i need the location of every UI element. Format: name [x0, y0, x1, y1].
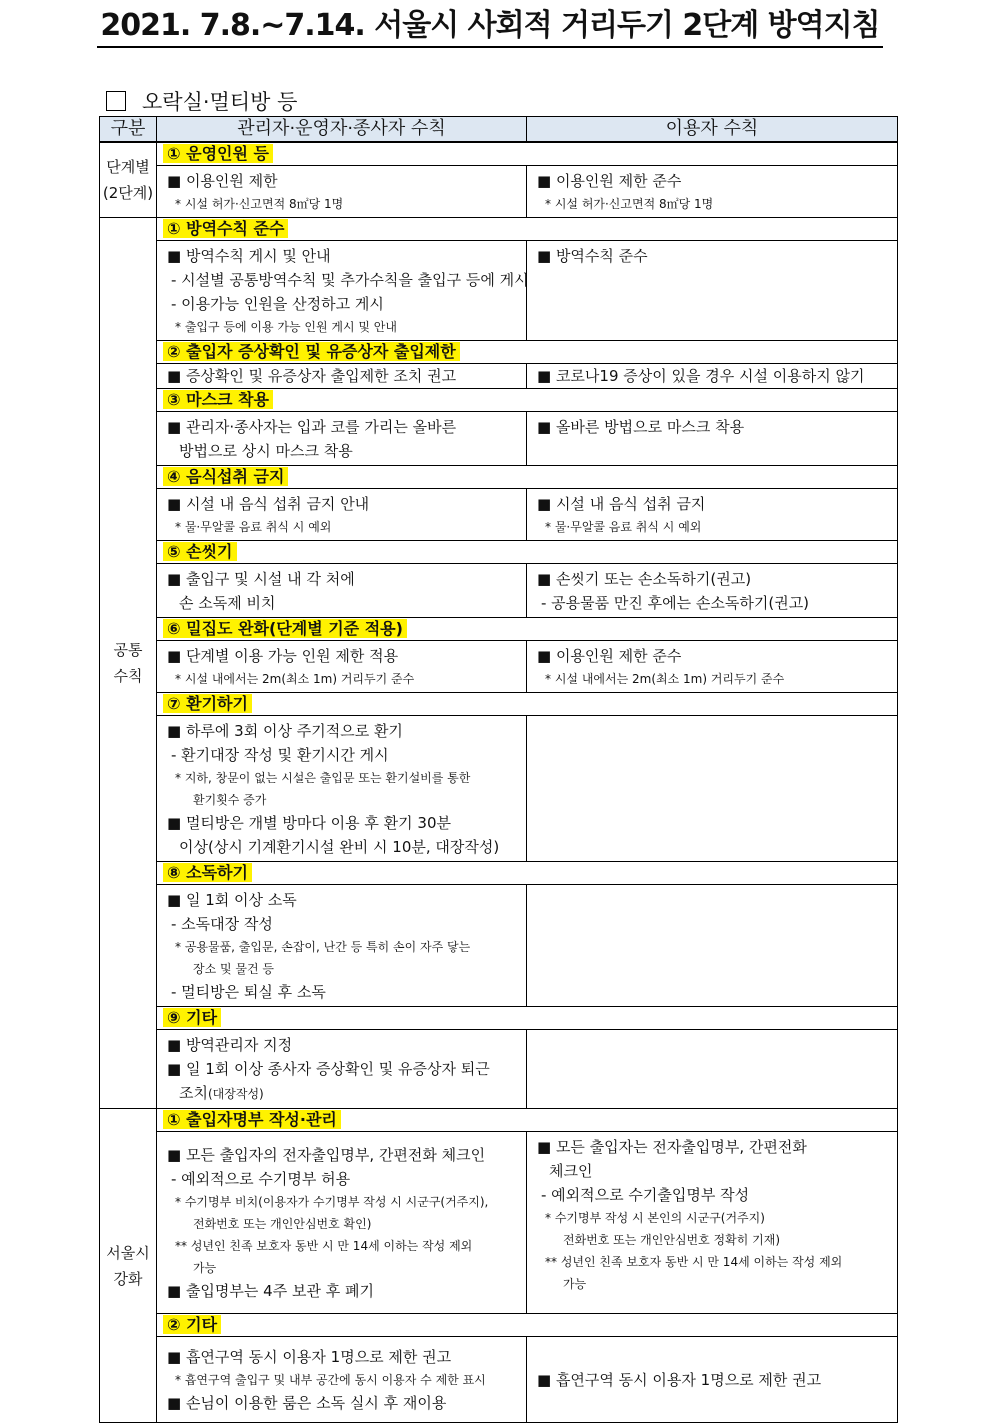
rule-note: * 수기명부 비치(이용자가 수기명부 작성 시 시군구(거주지), [175, 1195, 489, 1209]
rule-header-label: ④ 음식섭취 금지 [163, 467, 288, 486]
rule-line: ■ 출입구 및 시설 내 각 처에 [167, 570, 355, 588]
rule-line: ■ 시설 내 음식 섭취 금지 안내 [167, 495, 370, 513]
user-rule [527, 641, 898, 693]
rule-line: ■ 일 1회 이상 종사자 증상확인 및 유증상자 퇴근 [167, 1060, 490, 1078]
rule-line: ■ 방역수칙 준수 [537, 247, 648, 265]
rule-header-label: ⑤ 손씻기 [163, 542, 237, 561]
rule-line: - 공용물품 만진 후에는 손소독하기(권고) [541, 594, 810, 612]
rule-note: * 시설 허가·신고면적 8㎡당 1명 [175, 197, 344, 211]
col-header-category: 구분 [100, 117, 157, 143]
rule-line: 체크인 [549, 1162, 593, 1180]
category-label: 수칙 [113, 667, 143, 685]
rule-header-label: ① 운영인원 등 [163, 144, 273, 163]
rule-line: ■ 이용인원 제한 준수 [537, 172, 682, 190]
page-title: 2021. 7.8.~7.14. 서울시 사회적 거리두기 2단계 방역지침 [97, 6, 883, 48]
category-label: 단계별 [106, 158, 150, 176]
rule-header-label: ② 출입자 증상확인 및 유증상자 출입제한 [163, 342, 460, 361]
rule-header [157, 218, 898, 241]
rule-line: 손 소독제 비치 [179, 594, 276, 612]
rule-line: ■ 멀티방은 개별 방마다 이용 후 환기 30분 [167, 814, 451, 832]
user-rule [527, 1337, 898, 1423]
rule-line: ■ 손씻기 또는 손소독하기(권고) [537, 570, 752, 588]
rule-line: 이상(상시 기계환기시설 완비 시 10분, 대장작성) [179, 838, 500, 856]
rule-note: ** 성년인 친족 보호자 동반 시 만 14세 이하는 작성 제외 [545, 1255, 843, 1269]
rule-header [157, 466, 898, 489]
rule-header [157, 341, 898, 364]
manager-rule [157, 1030, 527, 1109]
rule-header [157, 618, 898, 641]
category-seoul [100, 1109, 157, 1423]
rule-line: 조치 [179, 1084, 208, 1102]
rule-line: - 이용가능 인원을 산정하고 게시 [171, 295, 384, 313]
user-rule [527, 489, 898, 541]
manager-rule [157, 641, 527, 693]
col-header-user: 이용자 수칙 [527, 117, 898, 143]
rule-header-label: ⑧ 소독하기 [163, 863, 252, 882]
manager-rule [157, 364, 527, 389]
rule-line: - 예외적으로 수기명부 허용 [171, 1170, 351, 1188]
rule-note: * 시설 내에서는 2m(최소 1m) 거리두기 준수 [175, 672, 415, 686]
category-label: 강화 [113, 1269, 143, 1288]
manager-rule [157, 489, 527, 541]
rule-line: ■ 출입명부는 4주 보관 후 폐기 [167, 1282, 374, 1300]
user-rule [527, 364, 898, 389]
rule-header [157, 1007, 898, 1030]
rule-header [157, 1109, 898, 1132]
rule-header-label: ⑨ 기타 [163, 1008, 221, 1027]
user-rule [527, 241, 898, 341]
rule-line: - 소독대장 작성 [171, 915, 273, 933]
manager-rule [157, 412, 527, 466]
rule-note: * 흡연구역 출입구 및 내부 공간에 동시 이용자 수 제한 표시 [175, 1373, 486, 1387]
rule-header-label: ① 출입자명부 작성·관리 [163, 1110, 341, 1129]
manager-rule [157, 241, 527, 341]
rule-header [157, 1314, 898, 1337]
rule-line: ■ 관리자·종사자는 입과 코를 가리는 올바른 [167, 418, 457, 436]
rule-line: - 시설별 공통방역수칙 및 추가수칙을 출입구 등에 게시 [171, 271, 529, 289]
rule-header [157, 862, 898, 885]
rule-note: 환기횟수 증가 [193, 793, 267, 807]
rule-note: 전화번호 또는 개인안심번호 확인) [193, 1217, 372, 1231]
category-label: (2단계) [102, 184, 154, 202]
rule-note: * 수기명부 작성 시 본인의 시군구(거주지) [545, 1211, 765, 1225]
rule-note: * 출입구 등에 이용 가능 인원 게시 및 안내 [175, 320, 397, 334]
rule-line: ■ 코로나19 증상이 있을 경우 시설 이용하지 않기 [537, 367, 865, 385]
rule-header [157, 541, 898, 564]
rule-line: 방법으로 상시 마스크 착용 [179, 442, 353, 460]
rule-line: ■ 모든 출입자의 전자출입명부, 간편전화 체크인 [167, 1146, 486, 1164]
user-rule-empty [527, 1030, 898, 1109]
section-title: 오락실·멀티방 등 [142, 90, 298, 114]
rule-note: ** 성년인 친족 보호자 동반 시 만 14세 이하는 작성 제외 [175, 1239, 473, 1253]
rule-header-label: ③ 마스크 착용 [163, 390, 273, 409]
rule-line: ■ 방역수칙 게시 및 안내 [167, 247, 331, 265]
checkbox-square-icon [106, 91, 126, 111]
rule-line: ■ 손님이 이용한 룸은 소독 실시 후 재이용 [167, 1394, 447, 1412]
rule-line: ■ 일 1회 이상 소독 [167, 891, 297, 909]
section-heading [106, 89, 297, 115]
category-stage [100, 142, 157, 218]
user-rule [527, 564, 898, 618]
user-rule [527, 412, 898, 466]
rule-header [157, 389, 898, 412]
category-label: 서울시 [106, 1243, 150, 1262]
rule-header [157, 142, 898, 166]
rule-line: ■ 흡연구역 동시 이용자 1명으로 제한 권고 [167, 1348, 452, 1366]
rule-line: ■ 시설 내 음식 섭취 금지 [537, 495, 706, 513]
category-common [100, 218, 157, 1109]
user-rule-empty [527, 716, 898, 862]
rule-line: ■ 모든 출입자는 전자출입명부, 간편전화 [537, 1138, 807, 1156]
manager-rule [157, 716, 527, 862]
rule-line: - 예외적으로 수기출입명부 작성 [541, 1186, 750, 1204]
rule-header-label: ⑥ 밀집도 완화(단계별 기준 적용) [163, 619, 407, 638]
table-header-row [100, 117, 898, 143]
rule-line: ■ 올바른 방법으로 마스크 착용 [537, 418, 745, 436]
manager-rule [157, 885, 527, 1007]
rule-line: ■ 이용인원 제한 준수 [537, 647, 682, 665]
user-rule [527, 166, 898, 218]
rule-header [157, 693, 898, 716]
rule-line: ■ 증상확인 및 유증상자 출입제한 조치 권고 [167, 367, 457, 385]
col-header-manager: 관리자·운영자·종사자 수칙 [157, 117, 527, 143]
rule-line: ■ 이용인원 제한 [167, 172, 278, 190]
rule-note: * 물·무알콜 음료 취식 시 예외 [175, 520, 332, 534]
rule-note: 가능 [563, 1277, 587, 1291]
category-label: 공통 [113, 641, 143, 659]
rule-line: ■ 방역관리자 지정 [167, 1036, 293, 1054]
rule-note: * 공용물품, 출입문, 손잡이, 난간 등 특히 손이 자주 닿는 [175, 940, 471, 954]
guideline-table [99, 116, 898, 1423]
rule-note: 가능 [193, 1261, 217, 1275]
rule-header-label: ② 기타 [163, 1315, 221, 1334]
user-rule-empty [527, 885, 898, 1007]
rule-note: * 물·무알콜 음료 취식 시 예외 [545, 520, 702, 534]
manager-rule [157, 1132, 527, 1314]
manager-rule [157, 564, 527, 618]
rule-line: - 환기대장 작성 및 환기시간 게시 [171, 746, 389, 764]
rule-note: 장소 및 물건 등 [193, 962, 274, 976]
rule-note: 전화번호 또는 개인안심번호 정확히 기재) [563, 1233, 781, 1247]
rule-note: * 시설 허가·신고면적 8㎡당 1명 [545, 197, 714, 211]
rule-line: ■ 흡연구역 동시 이용자 1명으로 제한 권고 [537, 1371, 822, 1389]
rule-note: * 지하, 창문이 없는 시설은 출입문 또는 환기설비를 통한 [175, 771, 471, 785]
rule-note: * 시설 내에서는 2m(최소 1m) 거리두기 준수 [545, 672, 785, 686]
rule-header-label: ① 방역수칙 준수 [163, 219, 288, 238]
manager-rule [157, 166, 527, 218]
manager-rule [157, 1337, 527, 1423]
rule-line: - 멀티방은 퇴실 후 소독 [171, 983, 326, 1001]
rule-note: (대장작성) [207, 1087, 264, 1101]
rule-line: ■ 하루에 3회 이상 주기적으로 환기 [167, 722, 403, 740]
rule-header-label: ⑦ 환기하기 [163, 694, 252, 713]
user-rule [527, 1132, 898, 1314]
rule-line: ■ 단계별 이용 가능 인원 제한 적용 [167, 647, 399, 665]
